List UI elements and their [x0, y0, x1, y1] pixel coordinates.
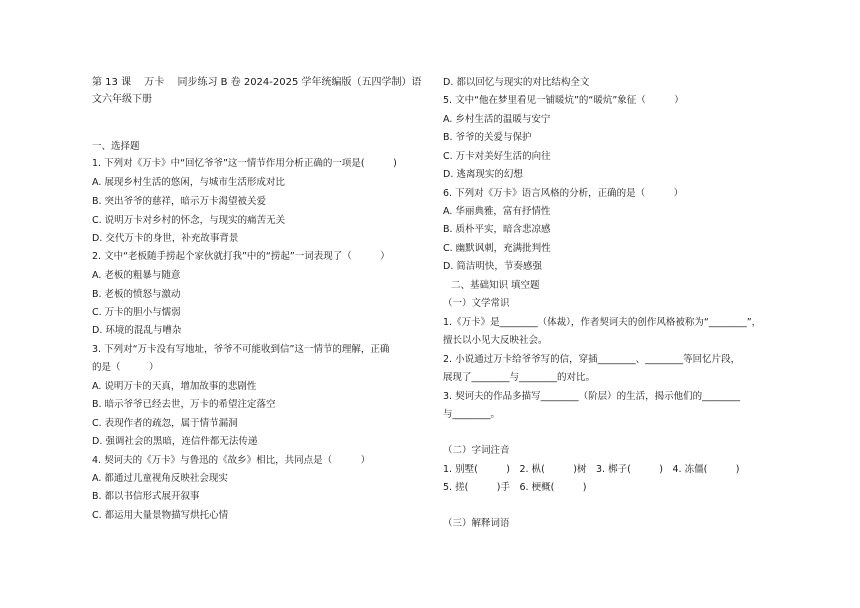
fill-question-1-line-1: 1.《万卡》是________（体裁），作者契诃夫的创作风格被称为“________”，: [443, 317, 762, 328]
question-6-option-a: A. 华丽典雅，富有抒情性: [443, 206, 551, 217]
section-fill-heading: 二、基础知识 填空题: [451, 280, 540, 291]
question-2-stem: 2. 文中“老板随手捞起个家伙就打我”中的“捞起”一词表现了（ ）: [92, 251, 390, 262]
vocabulary-subheading: （三）解释词语: [443, 518, 510, 529]
question-1-stem: 1. 下列对《万卡》中“回忆爷爷”这一情节作用分析正确的一项是( ): [92, 158, 397, 169]
literature-subheading: （一）文学常识: [443, 298, 510, 309]
question-5-option-c: C. 万卡对美好生活的向往: [443, 151, 551, 162]
question-2-option-d: D. 环境的混乱与嘈杂: [92, 325, 182, 336]
pinyin-line-1: 1. 别墅( ) 2. 枞( )树 3. 梆子( ) 4. 冻僵( ): [443, 464, 740, 475]
question-1-option-c: C. 说明万卡对乡村的怀念，与现实的痛苦无关: [92, 215, 286, 226]
question-1-option-b: B. 突出爷爷的慈祥，暗示万卡渴望被关爱: [92, 196, 267, 207]
worksheet-title-line-2: 文六年级下册: [92, 94, 152, 105]
fill-question-2-line-2: 展现了________与________的对比。: [443, 372, 596, 383]
question-6-option-c: C. 幽默讽刺，充满批判性: [443, 243, 551, 254]
question-6-stem: 6. 下列对《万卡》语言风格的分析，正确的是（ ）: [443, 188, 684, 199]
question-4-option-c: C. 都运用大量景物描写烘托心情: [92, 510, 229, 521]
question-2-option-b: B. 老板的愤怒与激动: [92, 289, 181, 300]
question-3-stem-line-1: 3. 下列对“万卡没有写地址，爷爷不可能收到信”这一情节的理解，正确: [92, 344, 390, 355]
question-4-option-b: B. 都以书信形式展开叙事: [92, 491, 200, 502]
question-4-option-d: D. 都以回忆与现实的对比结构全文: [443, 77, 590, 88]
question-2-option-c: C. 万卡的胆小与懦弱: [92, 307, 181, 318]
pinyin-line-2: 5. 搓( )手 6. 梗概( ): [443, 482, 587, 493]
question-4-option-a: A. 都通过儿童视角反映社会现实: [92, 473, 228, 484]
question-5-option-d: D. 逃离现实的幻想: [443, 169, 523, 180]
section-choice-heading: 一、选择题: [92, 141, 140, 152]
pinyin-subheading: （二）字词注音: [443, 445, 510, 456]
question-5-option-a: A. 乡村生活的温暖与安宁: [443, 114, 551, 125]
question-2-option-a: A. 老板的粗暴与随意: [92, 270, 181, 281]
question-3-option-b: B. 暗示爷爷已经去世，万卡的希望注定落空: [92, 399, 276, 410]
worksheet-title-line-1: 第 13 课 万卡 同步练习 B 卷 2024-2025 学年统编版（五四学制）语: [92, 77, 422, 88]
question-3-option-a: A. 说明万卡的天真，增加故事的悲剧性: [92, 381, 257, 392]
question-6-option-b: B. 质朴平实，暗含悲凉感: [443, 224, 551, 235]
fill-question-3-line-1: 3. 契诃夫的作品多描写________（阶层）的生活，揭示他们的________: [443, 391, 741, 402]
question-3-option-d: D. 强调社会的黑暗，连信件都无法传递: [92, 436, 258, 447]
question-5-stem: 5. 文中“他在梦里看见一铺暖炕”的“暖炕”象征（ ）: [443, 95, 684, 106]
question-3-stem-line-2: 的是（ ）: [92, 362, 159, 373]
question-5-option-b: B. 爷爷的关爱与保护: [443, 132, 532, 143]
fill-question-2-line-1: 2. 小说通过万卡给爷爷写的信，穿插________、________等回忆片段，: [443, 354, 741, 365]
question-1-option-a: A. 展现乡村生活的悠闲，与城市生活形成对比: [92, 177, 285, 188]
fill-question-1-line-2: 擅长以小见大反映社会。: [443, 335, 548, 346]
fill-question-3-line-2: 与________。: [443, 409, 501, 420]
question-3-option-c: C. 表现作者的疏忽，属于情节漏洞: [92, 418, 238, 429]
question-1-option-d: D. 交代万卡的身世，补充故事背景: [92, 233, 239, 244]
question-6-option-d: D. 简洁明快，节奏感强: [443, 261, 542, 272]
question-4-stem: 4. 契诃夫的《万卡》与鲁迅的《故乡》相比，共同点是（ ）: [92, 455, 371, 466]
